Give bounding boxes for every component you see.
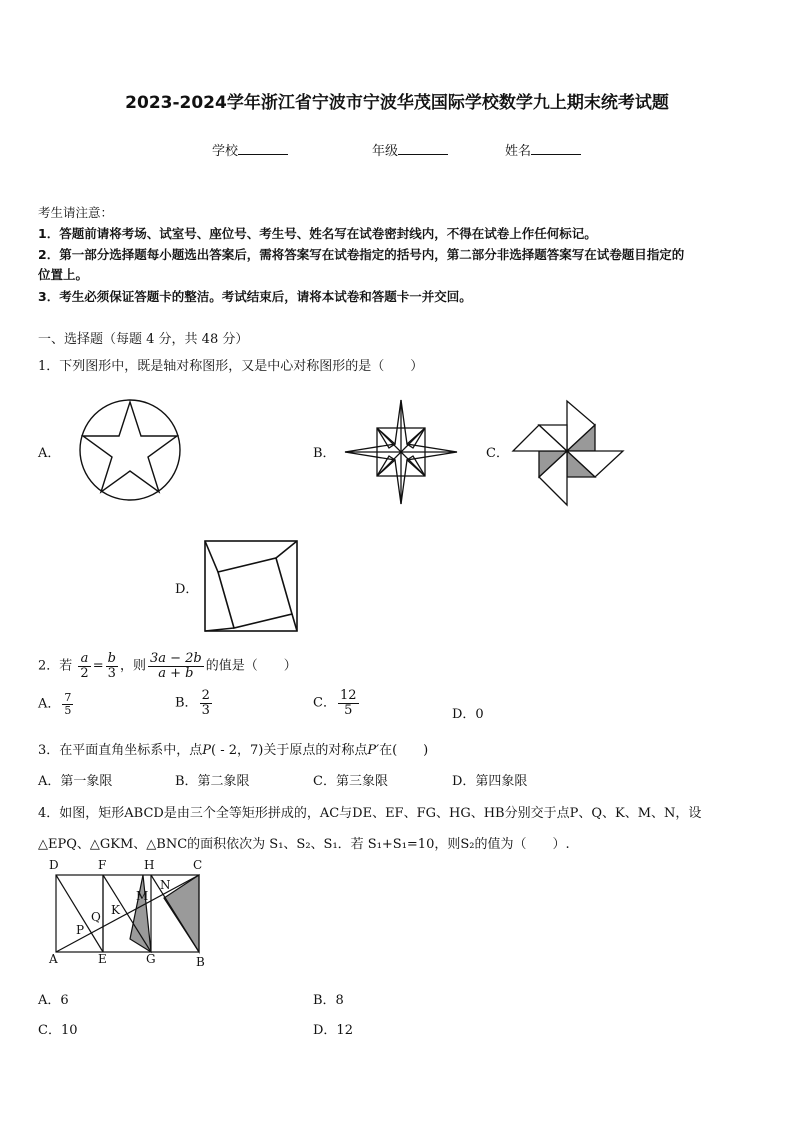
- q2-option-d[interactable]: D．0: [452, 707, 484, 722]
- q4-stem-line1: 4．如图，矩形ABCD是由三个全等矩形拼成的，AC与DE、EF、FG、HG、HB分别交于点P、Q、K、M、N，设: [38, 806, 702, 821]
- q2-opt-b-label: B．: [175, 695, 198, 711]
- q2-f1-num: a: [78, 652, 90, 667]
- q2-fraction-a-over-2: [78, 652, 90, 680]
- q2-opt-b-fraction: [200, 689, 212, 717]
- q2-option-b[interactable]: [175, 689, 214, 717]
- q2-prefix: 2．若: [38, 658, 73, 674]
- notice-item-2-cont: 位置上。: [38, 267, 89, 282]
- q2-stem: [38, 652, 297, 680]
- q3-option-c[interactable]: C．第三象限: [313, 774, 388, 789]
- q2-option-a[interactable]: [38, 692, 75, 716]
- q4-option-d[interactable]: D．12: [313, 1023, 353, 1038]
- q2-opt-a-num: 7: [64, 691, 72, 704]
- notice-item-2: 2．第一部分选择题每小题选出答案后，需将答案写在试卷指定的括号内，第二部分非选择题答案写在试卷题目指定的: [38, 247, 685, 262]
- q3-point-prime: P′: [367, 743, 380, 758]
- q2-f2-den: 3: [107, 665, 116, 681]
- q2-f1-den: 2: [80, 665, 89, 681]
- q2-opt-a-fraction: [62, 692, 73, 716]
- q3-stem-a: 3．在平面直角坐标系中，点: [38, 743, 203, 758]
- q2-f2-num: b: [107, 651, 116, 666]
- grade-label: 年级: [372, 144, 399, 159]
- q2-fraction-b-over-3: [106, 652, 118, 680]
- q2-opt-c-den: 5: [344, 702, 353, 718]
- q4-label-b: B: [196, 955, 205, 969]
- name-field[interactable]: [505, 140, 581, 159]
- section-heading: 一、选择题（每题 4 分，共 48 分）: [38, 332, 249, 347]
- q4-stem-line2: △EPQ、△GKM、△BNC的面积依次为 S₁、S₂、S₁．若 S₁+S₁=10，则S₂的值为（ ）.: [38, 837, 570, 852]
- q1-label-b: B．: [313, 446, 336, 461]
- grade-blank[interactable]: [398, 142, 448, 155]
- grade-field[interactable]: [372, 140, 448, 159]
- q4-label-h: H: [144, 858, 155, 872]
- q1-figure-b-compass-star: [343, 398, 459, 506]
- notice-item-1: 1．答题前请将考场、试室号、座位号、考生号、姓名写在试卷密封线内，不得在试卷上作任何标记。: [38, 226, 597, 241]
- q2-opt-b-den: 3: [201, 702, 210, 718]
- name-blank[interactable]: [531, 142, 581, 155]
- q2-eq: =: [92, 658, 104, 674]
- q2-opt-c-label: C．: [313, 695, 336, 711]
- q2-suffix: 的值是（ ）: [205, 658, 297, 674]
- q4-label-m: M: [136, 889, 149, 903]
- q1-figure-c-pinwheel: [511, 399, 625, 507]
- q2-fraction-expression: [148, 652, 204, 680]
- q4-label-d: D: [49, 858, 59, 872]
- q4-figure-rectangle: [46, 857, 216, 969]
- q3-option-a[interactable]: A．第一象限: [38, 774, 113, 789]
- q4-option-c[interactable]: C．10: [38, 1023, 78, 1038]
- q4-label-f: F: [98, 858, 107, 872]
- notice-item-3: 3．考生必须保证答题卡的整洁。考试结束后，请将本试卷和答题卡一并交回。: [38, 289, 472, 304]
- q2-option-c[interactable]: [313, 689, 361, 717]
- q2-f3-num: 3a − 2b: [149, 651, 202, 666]
- q4-label-c: C: [193, 858, 203, 872]
- q3-stem-b: ( - 2，7)关于原点的对称点: [211, 743, 368, 758]
- notice-heading: 考生请注意：: [38, 205, 114, 220]
- q2-opt-a-den: 5: [64, 703, 72, 717]
- q1-figure-a-circle-star: [78, 399, 184, 501]
- q4-label-a: A: [49, 952, 58, 966]
- q2-f3-den: a + b: [158, 665, 194, 681]
- q3-option-b[interactable]: B．第二象限: [175, 774, 250, 789]
- q1-label-d: D．: [175, 582, 199, 597]
- q2-opt-b-num: 2: [201, 688, 210, 703]
- q1-stem: 1．下列图形中，既是轴对称图形，又是中心对称图形的是（ ）: [38, 359, 424, 374]
- school-label: 学校: [212, 144, 239, 159]
- q2-opt-c-fraction: [338, 689, 359, 717]
- q2-opt-a-label: A．: [38, 696, 61, 712]
- q2-mid: ，则: [119, 658, 146, 674]
- name-label: 姓名: [505, 144, 532, 159]
- q3-stem-c: 在( ): [379, 743, 429, 758]
- q3-point: P: [202, 743, 212, 758]
- q2-opt-c-num: 12: [339, 688, 357, 703]
- page-title: 2023-2024学年浙江省宁波市宁波华茂国际学校数学九上期末统考试题: [125, 93, 669, 113]
- school-blank[interactable]: [238, 142, 288, 155]
- q1-label-c: C．: [486, 446, 509, 461]
- q4-label-k: K: [111, 903, 120, 917]
- q4-label-n: N: [160, 878, 171, 892]
- q1-label-a: A．: [38, 446, 61, 461]
- q4-label-e: E: [98, 952, 107, 966]
- q3-option-d[interactable]: D．第四象限: [452, 774, 528, 789]
- q4-label-g: G: [146, 952, 156, 966]
- q4-option-a[interactable]: A．6: [38, 993, 69, 1008]
- q4-label-q: Q: [91, 910, 101, 924]
- q3-stem: [38, 739, 428, 758]
- q4-option-b[interactable]: B．8: [313, 993, 344, 1008]
- school-field[interactable]: [212, 140, 288, 159]
- q1-figure-d-square-in-square: [204, 540, 298, 632]
- q4-label-p: P: [76, 923, 85, 937]
